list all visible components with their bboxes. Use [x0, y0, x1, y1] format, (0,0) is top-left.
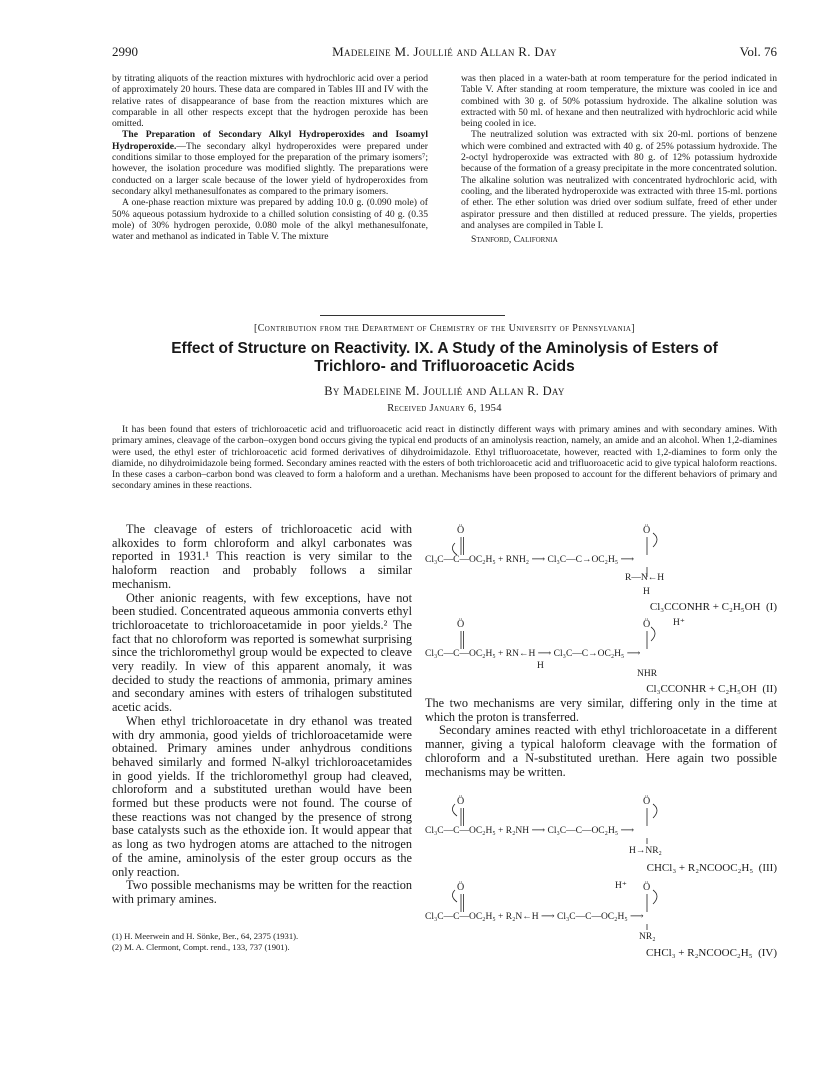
svg-text:Ö: Ö	[457, 796, 465, 807]
byline: By Madeleine M. Joullié and Allan R. Day	[324, 384, 565, 398]
scheme-2-bonds	[425, 617, 777, 667]
title-line-1: Effect of Structure on Reactivity. IX. A Study of the Aminolysis of Esters of	[171, 340, 718, 357]
separator-rule	[320, 315, 505, 316]
svg-text:Ö: Ö	[643, 619, 651, 630]
body-right-column	[425, 697, 777, 779]
mechanism-scheme-1	[425, 523, 777, 611]
svg-text:Ö: Ö	[457, 882, 465, 893]
running-header	[112, 44, 777, 64]
svg-text:Ö: Ö	[643, 525, 651, 536]
scheme-1-amine: R—N←H	[625, 573, 665, 583]
location-line: Stanford, California	[471, 234, 558, 246]
scheme-2-product-text: Cl₃CCONHR + C₂H₅OH	[646, 683, 757, 695]
body-paragraph-1: The cleavage of esters of trichloroacetic acid with alkoxides to form chloroform and alkyl carbonates was reported in 1931.¹ This reaction is very similar to the haloform reaction and probably follows a similar mechanism.	[112, 522, 412, 591]
body-paragraph-3: When ethyl trichloroacetate in dry ethanol was treated with dry ammonia, good yields of trichloroacetamide were obtained. Primary amines under anhydrous conditions behaved similarly and formed N-alkyl trichloroacetamides in good yields. If the trichloromethyl group had cleaved, chloroform and a substituted urethan would have been formed but these products were not found. The course of these reactions was not changed by the presence of strong base catalysts such as the ethoxide ion. It would appear that as long as two hydrogen atoms are attached to the nitrogen of the amine, aminolysis of the ester group occurs as the only reaction.	[112, 713, 412, 879]
title-line-2: Trichloro- and Trifluoroacetic Acids	[314, 358, 575, 375]
scheme-3-label: (III)	[758, 862, 777, 874]
scheme-3-bonds	[425, 794, 777, 844]
scheme-2-nhr: NHR	[637, 669, 658, 679]
scheme-1-product-text: Cl₃CCONHR + C₂H₅OH	[649, 601, 761, 613]
scheme-4-bonds	[425, 880, 777, 930]
scheme-2-equation: Cl₃C—C—OC₂H₅ + RN←H ⟶ Cl₃C—C→OC₂H₅ ⟶	[425, 649, 641, 659]
scheme-4-proton: H⁺	[615, 881, 627, 891]
scheme-3-products	[647, 862, 777, 874]
abstract: It has been found that esters of trichloroacetic acid and trifluoroacetic acid react in distinctly different ways with primary amines and with secondary amines. With primary amines, cleavage of the carbon–oxygen bond occurs giving the typical end products of an aminolysis reaction, namely, an amide and an alcohol. When 1,2-diamines were used, the ethyl ester of trichloroacetic acid formed derivatives of dihydroimidazole. Ethyl trifluoroacetate, however, reacted with 1,2-diamines to form only the diamide, no dihydroimidazole being formed. Secondary amines reacted with the esters of both trichloroacetic acid and trifluoroacetic acid to give typical haloform reactions. In these cases a carbon–carbon bond was cleaved to form a haloform and a urethan. Mechanisms have been proposed to account for the different behaviors of primary and secondary amines in these reactions.	[112, 424, 777, 492]
top-left-column	[112, 73, 428, 242]
top-right-paragraph-2: The neutralized solution was extracted with six 20-ml. portions of benzene which were combined and extracted with 40 g. of 25% potassium hydroxide. The 2-octyl hydroperoxide was extracted with 80 g. of 12% potassium hydroxide because of the formation of a greasy precipitate in the more concentrated solution. The alkaline solution was neutralized with concentrated hydrochloric acid, with cooling, and the liberated hydroperoxide was extracted with three 15-ml. portions of ether. The ether solution was dried over sodium sulfate, freed of ether under aspirator pressure and then distilled at reduced pressure. The yields, properties and analyses are compiled in Table I.	[461, 129, 777, 231]
scheme-4-nr2: NR₂	[639, 932, 656, 942]
page-number: 2990	[112, 44, 138, 59]
scheme-3-amine: H→NR₂	[629, 846, 662, 856]
article-title	[112, 340, 777, 376]
body-right-paragraph-2: Secondary amines reacted with ethyl trichloroacetate in a different manner, giving a typical haloform cleavage with the formation of chloroform and a N-substituted urethan. Here again two possible mechanisms may be written.	[425, 723, 777, 779]
scheme-1-hydrogen: H	[643, 587, 650, 597]
footnote-1: (1) H. Meerwein and H. Sönke, Ber., 64, 2375 (1931).	[112, 931, 299, 941]
scheme-4-label: (IV)	[758, 947, 777, 959]
scheme-2-hydrogen: H	[537, 661, 544, 671]
body-right-paragraph-1: The two mechanisms are very similar, differing only in the time at which the proton is transferred.	[425, 696, 777, 724]
scheme-1-label: (I)	[766, 601, 777, 613]
contribution-line: [Contribution from the Department of Chemistry of the University of Pennsylvania]	[253, 323, 636, 334]
scheme-4-equation: Cl₃C—C—OC₂H₅ + R₂N←H ⟶ Cl₃C—C—OC₂H₅ ⟶	[425, 912, 644, 922]
body-paragraph-4: Two possible mechanisms may be written for the reaction with primary amines.	[112, 878, 412, 906]
scheme-2-proton: H⁺	[673, 618, 685, 628]
body-paragraph-2: Other anionic reagents, with few exceptions, have not been studied. Concentrated aqueous ammonia converts ethyl trichloroacetate to trichloroacetamide in poor yields.² The fact that no chloroform was reported is somewhat surprising since the trichloromethyl group would be expected to cleave very readily. In view of this apparent anomaly, it was decided to study the reactions of ammonia, primary amines and secondary amines with esters of trihalogen substituted acetic acids.	[112, 590, 412, 715]
footnotes	[112, 931, 422, 953]
section-heading: The Preparation of Secondary Alkyl Hydroperoxides and Isoamyl Hydroperoxide.	[112, 129, 428, 152]
top-right-column	[461, 73, 777, 245]
scheme-2-label: (II)	[762, 683, 777, 695]
scheme-3-equation: Cl₃C—C—OC₂H₅ + R₂NH ⟶ Cl₃C—C—OC₂H₅ ⟶	[425, 826, 635, 836]
mechanism-scheme-2	[425, 617, 777, 695]
top-left-paragraph-3: A one-phase reaction mixture was prepared by adding 10.0 g. (0.090 mole) of 50% aqueous potassium hydroxide to a chilled solution consisting of 40 g. (0.35 mole) of 30% hydrogen peroxide, 0.080 mole of the alkyl methanesulfonate, water and methanol as indicated in Table V. The mixture	[112, 197, 428, 243]
mechanism-scheme-4	[425, 880, 777, 962]
received-date: Received January 6, 1954	[387, 403, 502, 414]
header-authors: Madeleine M. Joullié and Allan R. Day	[332, 44, 557, 59]
footnote-2: (2) M. A. Clermont, Compt. rend., 133, 737 (1901).	[112, 942, 290, 952]
top-right-paragraph-1: was then placed in a water-bath at room temperature for the period indicated in Table V. After standing at room temperature, the mixture was cooled in ice and combined with 30 g. of 50% potassium hydroxide. The alkaline solution was extracted with 50 ml. of hexane and then neutralized with hydrochloric acid while being cooled in ice.	[461, 73, 777, 130]
top-left-paragraph-2	[112, 129, 428, 197]
scheme-4-product-text: CHCl₃ + R₂NCOOC₂H₅	[646, 947, 753, 959]
svg-text:Ö: Ö	[457, 619, 465, 630]
mechanism-scheme-3	[425, 794, 777, 874]
scheme-1-equation: Cl₃C—C—OC₂H₅ + RNH₂ ⟶ Cl₃C—C→OC₂H₅ ⟶	[425, 555, 635, 565]
top-left-paragraph-1: by titrating aliquots of the reaction mixtures with hydrochloric acid over a period of approximately 20 hours. These data are compared in Tables III and IV with the relative rates of disappearance of base from the reaction mixtures which are comparable in all other respects except that the hydrogen peroxide has been omitted.	[112, 73, 428, 130]
scheme-4-products	[646, 947, 777, 959]
svg-text:Ö: Ö	[457, 525, 465, 536]
body-left-column	[112, 523, 412, 907]
svg-text:Ö: Ö	[643, 882, 651, 893]
scheme-1-products	[650, 601, 777, 613]
scheme-3-product-text: CHCl₃ + R₂NCOOC₂H₅	[646, 862, 754, 874]
section-heading-text: —The secondary alkyl hydroperoxides were prepared under conditions similar to those employed for the preparation of the primary isomers⁷; however, the isolation procedure was modified slightly. The preparations were conducted on a larger scale because of the lower yield of hydroperoxides from secondary alkyl methanesulfonates as compared to the primary isomers.	[112, 140, 428, 197]
scheme-2-products	[646, 683, 777, 695]
svg-text:Ö: Ö	[643, 796, 651, 807]
volume-number: Vol. 76	[739, 44, 777, 59]
